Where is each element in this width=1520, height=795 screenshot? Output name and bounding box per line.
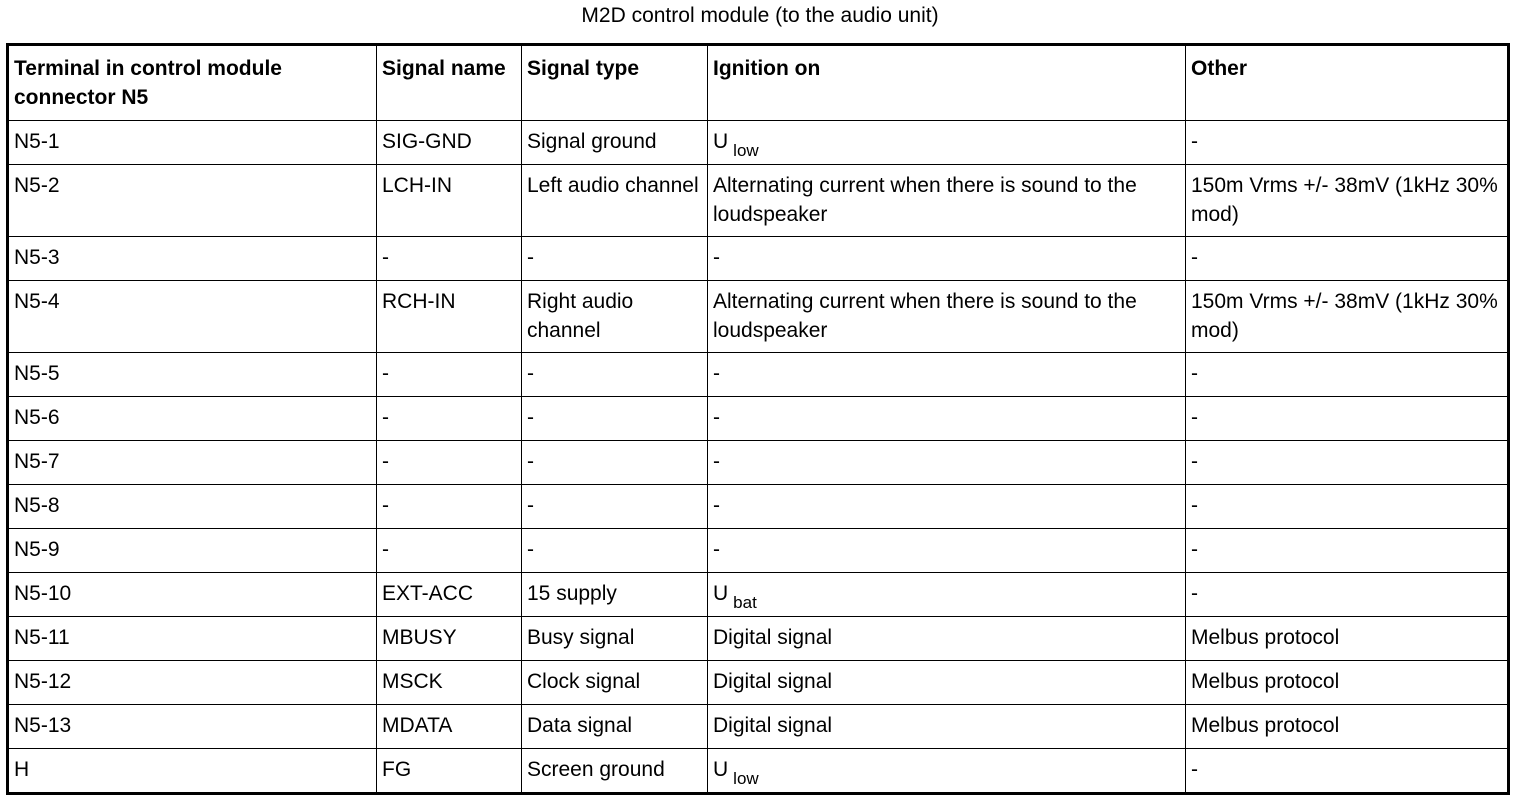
table-row <box>8 617 1509 661</box>
cell-other: - <box>1186 573 1509 617</box>
cell-signal-name: MBUSY <box>377 617 522 661</box>
table-row <box>8 237 1509 281</box>
cell-signal-name: MDATA <box>377 705 522 749</box>
ignition-value: Digital signal <box>713 626 833 649</box>
ignition-value: - <box>713 494 720 517</box>
cell-signal-name: - <box>377 529 522 573</box>
table-row <box>8 529 1509 573</box>
table-row <box>8 353 1509 397</box>
table-body <box>8 121 1509 794</box>
cell-other: Melbus protocol <box>1186 705 1509 749</box>
ignition-value: - <box>713 362 720 385</box>
cell-signal-type: - <box>522 485 708 529</box>
cell-signal-type: Clock signal <box>522 661 708 705</box>
ignition-value: Digital signal <box>713 714 833 737</box>
ignition-value: Alternating current when there is sound to the loudspeaker <box>713 174 1137 226</box>
cell-other: Melbus protocol <box>1186 617 1509 661</box>
table-row <box>8 397 1509 441</box>
ignition-value: U <box>713 130 729 153</box>
cell-signal-name: FG <box>377 749 522 794</box>
ignition-subscript: low <box>733 141 759 160</box>
cell-ignition-on <box>708 749 1186 794</box>
cell-signal-type: - <box>522 237 708 281</box>
cell-ignition-on <box>708 661 1186 705</box>
ignition-value: - <box>713 406 720 429</box>
cell-signal-name: - <box>377 397 522 441</box>
cell-signal-type: Right audio channel <box>522 281 708 353</box>
ignition-subscript: low <box>733 769 759 788</box>
cell-other: - <box>1186 121 1509 165</box>
cell-other: - <box>1186 749 1509 794</box>
cell-ignition-on <box>708 441 1186 485</box>
cell-terminal: N5-11 <box>8 617 377 661</box>
cell-ignition-on <box>708 529 1186 573</box>
cell-signal-name: MSCK <box>377 661 522 705</box>
cell-signal-type: - <box>522 441 708 485</box>
cell-signal-name: SIG-GND <box>377 121 522 165</box>
cell-ignition-on <box>708 121 1186 165</box>
header-terminal: Terminal in control module connector N5 <box>8 45 377 121</box>
cell-terminal: N5-12 <box>8 661 377 705</box>
cell-signal-name: RCH-IN <box>377 281 522 353</box>
ignition-value: Alternating current when there is sound to the loudspeaker <box>713 290 1137 342</box>
table-row <box>8 281 1509 353</box>
cell-terminal: H <box>8 749 377 794</box>
cell-signal-type: Signal ground <box>522 121 708 165</box>
cell-terminal: N5-9 <box>8 529 377 573</box>
cell-signal-type: Data signal <box>522 705 708 749</box>
cell-ignition-on <box>708 397 1186 441</box>
cell-signal-type: Busy signal <box>522 617 708 661</box>
table-row <box>8 705 1509 749</box>
cell-terminal: N5-2 <box>8 165 377 237</box>
ignition-value: - <box>713 538 720 561</box>
cell-other: 150m Vrms +/- 38mV (1kHz 30% mod) <box>1186 281 1509 353</box>
header-other: Other <box>1186 45 1509 121</box>
table-caption: M2D control module (to the audio unit) <box>581 4 939 27</box>
cell-signal-name: - <box>377 441 522 485</box>
cell-other: Melbus protocol <box>1186 661 1509 705</box>
ignition-subscript: bat <box>733 593 757 612</box>
cell-other: - <box>1186 485 1509 529</box>
cell-signal-name: - <box>377 353 522 397</box>
cell-ignition-on <box>708 237 1186 281</box>
cell-signal-type: Screen ground <box>522 749 708 794</box>
cell-terminal: N5-7 <box>8 441 377 485</box>
table-row <box>8 165 1509 237</box>
table-row <box>8 661 1509 705</box>
cell-other: - <box>1186 353 1509 397</box>
cell-terminal: N5-5 <box>8 353 377 397</box>
cell-terminal: N5-3 <box>8 237 377 281</box>
cell-signal-name: - <box>377 237 522 281</box>
cell-signal-type: - <box>522 397 708 441</box>
table-row <box>8 573 1509 617</box>
cell-terminal: N5-6 <box>8 397 377 441</box>
terminal-table <box>6 43 1510 795</box>
cell-signal-type: - <box>522 353 708 397</box>
ignition-value: U <box>713 582 729 605</box>
table-row <box>8 441 1509 485</box>
cell-signal-name: LCH-IN <box>377 165 522 237</box>
cell-terminal: N5-1 <box>8 121 377 165</box>
header-signal-type: Signal type <box>522 45 708 121</box>
header-row <box>8 45 1509 121</box>
cell-signal-type: Left audio channel <box>522 165 708 237</box>
cell-other: - <box>1186 529 1509 573</box>
ignition-value: Digital signal <box>713 670 833 693</box>
cell-signal-type: - <box>522 529 708 573</box>
cell-ignition-on <box>708 165 1186 237</box>
cell-other: 150m Vrms +/- 38mV (1kHz 30% mod) <box>1186 165 1509 237</box>
cell-ignition-on <box>708 705 1186 749</box>
cell-terminal: N5-13 <box>8 705 377 749</box>
cell-terminal: N5-4 <box>8 281 377 353</box>
cell-signal-name: - <box>377 485 522 529</box>
ignition-value: - <box>713 246 720 269</box>
table-row <box>8 749 1509 794</box>
cell-ignition-on <box>708 353 1186 397</box>
cell-signal-type: 15 supply <box>522 573 708 617</box>
cell-ignition-on <box>708 617 1186 661</box>
cell-terminal: N5-8 <box>8 485 377 529</box>
cell-ignition-on <box>708 485 1186 529</box>
cell-other: - <box>1186 397 1509 441</box>
table-row <box>8 485 1509 529</box>
cell-other: - <box>1186 237 1509 281</box>
ignition-value: - <box>713 450 720 473</box>
table-row <box>8 121 1509 165</box>
cell-ignition-on <box>708 281 1186 353</box>
header-signal-name: Signal name <box>377 45 522 121</box>
ignition-value: U <box>713 758 729 781</box>
cell-terminal: N5-10 <box>8 573 377 617</box>
header-ignition-on: Ignition on <box>708 45 1186 121</box>
cell-ignition-on <box>708 573 1186 617</box>
cell-other: - <box>1186 441 1509 485</box>
cell-signal-name: EXT-ACC <box>377 573 522 617</box>
